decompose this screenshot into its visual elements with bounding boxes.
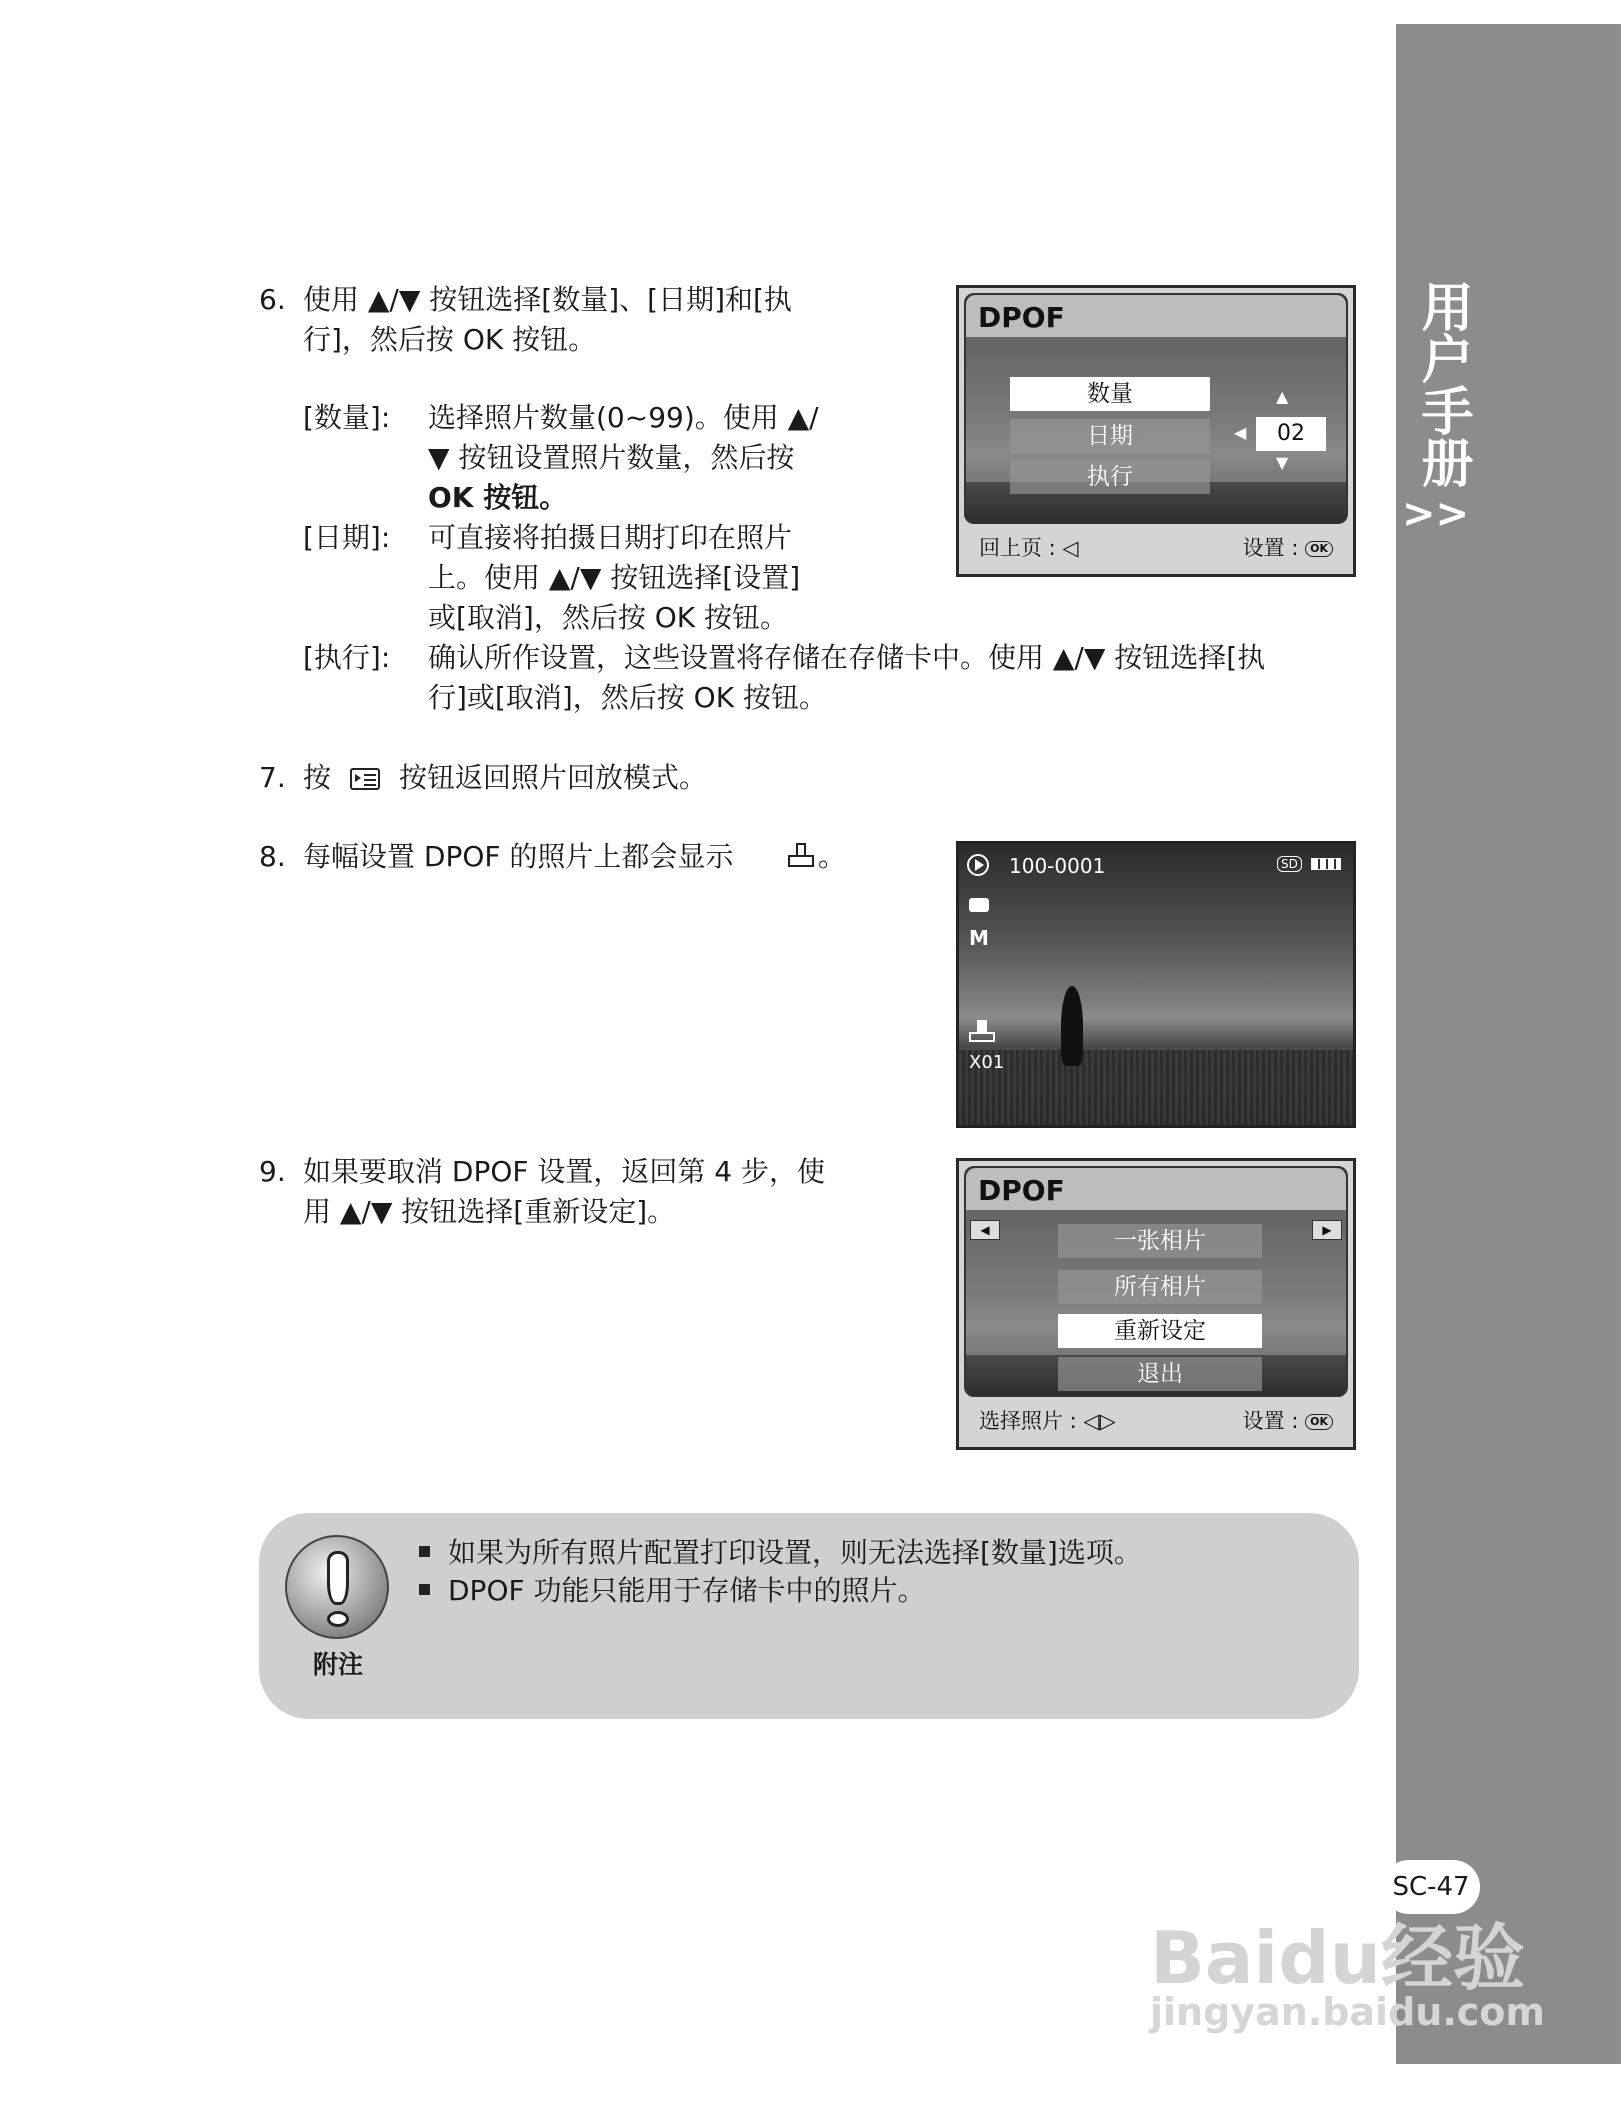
bullet-icon xyxy=(419,1546,430,1557)
menu-item-reset[interactable]: 重新设定 xyxy=(1058,1314,1262,1348)
exec-label: [执行]: xyxy=(303,641,391,674)
menu-item-all[interactable]: 所有相片 xyxy=(1058,1270,1262,1304)
playback-button-icon xyxy=(350,768,380,790)
step9-line2: 用 ▲/▼ 按钮选择[重新设定]。 xyxy=(303,1195,676,1228)
step7-text-before: 按 xyxy=(303,761,332,794)
note-caption: 附注 xyxy=(313,1650,364,1679)
screen1-footer-set: 设置 : xyxy=(1242,536,1299,560)
dpof-mark-icon xyxy=(969,1020,995,1044)
step6-line2: 行]，然后按 OK 按钮。 xyxy=(303,323,597,356)
ok-icon: OK xyxy=(1305,1414,1333,1430)
screen1-footer-back: 回上页 : ◁ xyxy=(979,536,1079,560)
quantity-value[interactable]: 02 xyxy=(1256,417,1326,451)
menu-item-date[interactable]: 日期 xyxy=(1010,419,1210,453)
date-line2: 上。使用 ▲/▼ 按钮选择[设置] xyxy=(428,561,801,594)
next-photo-icon[interactable]: ▶ xyxy=(1312,1220,1342,1240)
dpof-print-icon xyxy=(788,843,814,869)
bullet-icon xyxy=(419,1584,430,1595)
qty-line2: ▼ 按钮设置照片数量，然后按 xyxy=(428,441,795,474)
exec-line1: 确认所作设置，这些设置将存储在存储卡中。使用 ▲/▼ 按钮选择[执 xyxy=(428,641,1266,674)
qty-label: [数量]: xyxy=(303,401,391,434)
menu-item-exit[interactable]: 退出 xyxy=(1058,1357,1262,1391)
warning-icon xyxy=(285,1535,389,1639)
watermark-brand: Baidu经验 xyxy=(1150,1916,1525,2000)
step9-line1: 如果要取消 DPOF 设置，返回第 4 步，使 xyxy=(303,1155,826,1188)
sd-card-icon: SD xyxy=(1277,856,1302,872)
menu-item-quantity[interactable]: 数量 xyxy=(1010,377,1210,411)
screen2-footer-select: 选择照片 : ◁▷ xyxy=(979,1409,1116,1433)
menu-item-execute[interactable]: 执行 xyxy=(1010,460,1210,494)
date-line1: 可直接将拍摄日期打印在照片 xyxy=(428,521,793,554)
note-item xyxy=(419,1533,1142,1573)
prev-photo-icon[interactable]: ◀ xyxy=(970,1220,1000,1240)
note-item xyxy=(419,1571,926,1611)
qty-line3: OK 按钮。 xyxy=(428,481,568,514)
left-arrow-icon: ◀ xyxy=(1234,423,1247,442)
down-arrow-icon: ▼ xyxy=(1276,453,1289,472)
watermark-url: jingyan.baidu.com xyxy=(1150,1990,1545,2034)
battery-icon xyxy=(1311,858,1341,870)
play-icon xyxy=(967,854,989,876)
ok-icon: OK xyxy=(1305,541,1333,557)
menu-item-single[interactable]: 一张相片 xyxy=(1058,1224,1262,1258)
photo-file-number: 100-0001 xyxy=(1009,854,1106,878)
page-number: SC-47 xyxy=(1382,1860,1480,1914)
side-title: 用户手册 xyxy=(1412,280,1472,488)
image-size-icon: M xyxy=(969,926,989,950)
side-arrow: >> xyxy=(1402,491,1470,537)
screen2-footer-set: 设置 : xyxy=(1242,1409,1299,1433)
up-arrow-icon: ▲ xyxy=(1276,387,1289,406)
step7-text-after: 按钮返回照片回放模式。 xyxy=(399,761,708,794)
exec-line2: 行]或[取消]，然后按 OK 按钮。 xyxy=(428,681,827,714)
dpof-photo-preview xyxy=(956,841,1356,1128)
print-count: X01 xyxy=(969,1052,1005,1073)
qty-line1: 选择照片数量(0~99)。使用 ▲/ xyxy=(428,401,819,434)
note-box xyxy=(259,1513,1359,1719)
step7-number: 7. xyxy=(259,761,286,794)
date-line3: 或[取消]，然后按 OK 按钮。 xyxy=(428,601,789,634)
note-item-text: 如果为所有照片配置打印设置，则无法选择[数量]选项。 xyxy=(448,1536,1142,1569)
step8-end: 。 xyxy=(818,840,847,873)
screen2-title: DPOF xyxy=(978,1174,1065,1207)
note-item-text: DPOF 功能只能用于存储卡中的照片。 xyxy=(448,1574,926,1607)
step8-number: 8. xyxy=(259,840,286,873)
step6-line1: 使用 ▲/▼ 按钮选择[数量]、[日期]和[执 xyxy=(303,283,792,316)
step6-number: 6. xyxy=(259,283,286,316)
date-label: [日期]: xyxy=(303,521,391,554)
camera-icon xyxy=(969,898,989,912)
dpof-screen-quantity xyxy=(956,285,1356,577)
step8-text: 每幅设置 DPOF 的照片上都会显示 xyxy=(303,840,734,873)
screen1-title: DPOF xyxy=(978,301,1065,334)
dpof-screen-reset xyxy=(956,1158,1356,1450)
step9-number: 9. xyxy=(259,1155,286,1188)
